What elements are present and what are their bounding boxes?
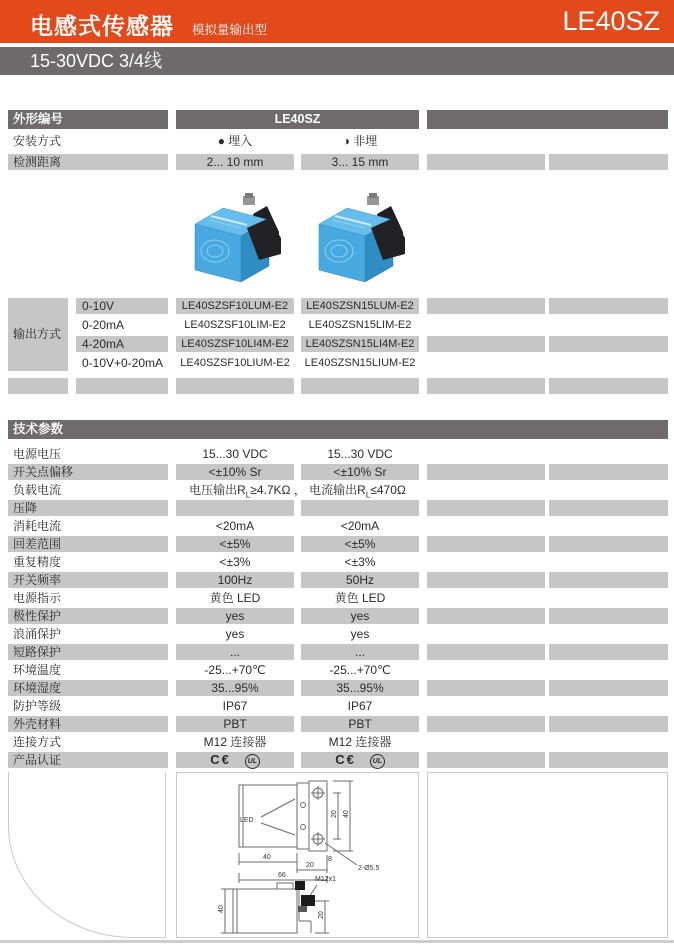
param-label: 浪涌保护: [13, 627, 62, 641]
param-row: [0, 464, 674, 480]
output-row: [0, 317, 674, 333]
distance-row: [0, 154, 674, 170]
spacer-cell: [176, 378, 294, 394]
output-blank: [427, 298, 545, 314]
param-value: <±10% Sr: [301, 464, 419, 480]
output-type: 0-10V: [76, 298, 168, 314]
distance-label: 检测距离: [8, 154, 168, 170]
param-blank: [549, 644, 668, 660]
param-row certification-row: [0, 752, 674, 768]
param-label: 负载电流: [13, 483, 62, 497]
load-current-text: ≤470Ω: [370, 483, 406, 497]
param-label: 电源指示: [13, 591, 62, 605]
param-label: 连接方式: [13, 735, 62, 749]
voltage-bar: 15-30VDC 3/4线: [0, 47, 674, 75]
footer-divider: [0, 940, 674, 943]
param-label: 回差范围: [8, 536, 168, 552]
spacer-cell: [76, 378, 168, 394]
output-blank: [427, 336, 545, 352]
param-label: 电源电压: [13, 447, 62, 461]
header-bar: [0, 0, 674, 43]
param-row: [0, 536, 674, 552]
page-subtitle: 模拟量输出型: [192, 23, 268, 37]
nonflush-mount-icon: ◑: [342, 134, 350, 148]
spacer-cell: [549, 378, 668, 394]
output-row: [0, 298, 674, 314]
param-value: <20mA: [340, 519, 380, 533]
output-type: 0-10V+0-20mA: [82, 356, 164, 370]
dimension-drawing-box: [176, 772, 419, 938]
param-value: M12 连接器: [328, 735, 392, 749]
param-value: 15...30 VDC: [202, 447, 268, 461]
distance-blank: [427, 154, 545, 170]
shape-header-blank: [427, 110, 668, 129]
flush-mount-icon: ●: [217, 134, 225, 148]
model-number: LE40SZSF10LIUM-E2: [180, 357, 290, 369]
param-row: [0, 590, 674, 606]
param-label: 压降: [8, 500, 168, 516]
param-blank: [427, 572, 545, 588]
param-blank: [427, 500, 545, 516]
output-blank: [549, 336, 668, 352]
param-value: 35...95%: [176, 680, 294, 696]
model-number: LE40SZSN15LIM-E2: [308, 319, 412, 331]
param-value: yes: [225, 627, 245, 641]
param-blank: [427, 464, 545, 480]
param-label: 产品认证: [8, 752, 168, 768]
nonflush-mount-text: 非埋: [353, 134, 378, 148]
product-image-flush: [181, 192, 291, 287]
empty-box: [427, 772, 668, 938]
param-blank: [427, 536, 545, 552]
param-label: 短路保护: [8, 644, 168, 660]
param-value: ...: [176, 644, 294, 660]
model-number: LE40SZSF10LUM-E2: [176, 298, 294, 314]
dimension-drawing: [177, 773, 418, 937]
param-value: ...: [301, 644, 419, 660]
param-label: 环境湿度: [8, 680, 168, 696]
param-value: yes: [301, 608, 419, 624]
spacer-cell: [427, 378, 545, 394]
param-label: 开关频率: [8, 572, 168, 588]
param-row: [0, 500, 674, 516]
model-name: LE40SZ: [562, 6, 660, 36]
param-label: 极性保护: [8, 608, 168, 624]
param-row: [0, 698, 674, 714]
shape-section-header: 外形编号: [8, 110, 168, 129]
param-value: <20mA: [215, 519, 255, 533]
mounting-flush: [176, 133, 294, 149]
param-row: [0, 644, 674, 660]
model-number: LE40SZSN15LI4M-E2: [301, 336, 419, 352]
param-value: 35...95%: [301, 680, 419, 696]
param-row: [0, 734, 674, 750]
param-value: [176, 500, 294, 516]
param-value: M12 连接器: [203, 735, 267, 749]
mounting-nonflush: [301, 133, 419, 149]
param-value: <±5%: [301, 536, 419, 552]
param-blank: [427, 716, 545, 732]
param-value: 15...30 VDC: [327, 447, 393, 461]
drawing-dim: 20: [306, 862, 314, 869]
param-value: IP67: [347, 699, 373, 713]
param-label: 开关点偏移: [8, 464, 168, 480]
param-value-span: [176, 482, 419, 498]
param-row: [0, 554, 674, 570]
param-value: <±5%: [176, 536, 294, 552]
ul-mark-icon: UL: [245, 754, 260, 769]
param-blank: [427, 680, 545, 696]
drawing-dim: 20: [331, 810, 338, 818]
flush-mount-text: 埋入: [228, 134, 253, 148]
certification-marks: [176, 752, 294, 768]
param-row: [0, 716, 674, 732]
param-label: 消耗电流: [13, 519, 62, 533]
tech-section-header: 技术参数: [8, 420, 668, 439]
param-label: 外壳材料: [8, 716, 168, 732]
param-label: 防护等级: [13, 699, 62, 713]
output-type: 4-20mA: [76, 336, 168, 352]
param-value: -25...+70℃: [204, 663, 266, 677]
param-value: 黄色 LED: [334, 591, 386, 605]
drawing-led-label: LED: [240, 817, 254, 824]
param-blank: [427, 752, 545, 768]
ce-mark-icon: C€: [210, 752, 231, 767]
param-row: [0, 446, 674, 462]
mounting-label: 安装方式: [13, 134, 62, 148]
param-label: 环境温度: [13, 663, 62, 677]
output-row: [0, 355, 674, 371]
load-current-text: ≥4.7KΩ ， 电流输出R: [250, 483, 366, 497]
param-row: [0, 680, 674, 696]
load-current-text: 电压输出R: [189, 483, 246, 497]
param-row: [0, 518, 674, 534]
model-number: LE40SZSN15LIUM-E2: [304, 357, 416, 369]
drawing-dim: 8: [328, 856, 332, 863]
load-current-sub: L: [365, 490, 371, 500]
output-section-label: 输出方式: [8, 298, 68, 371]
certification-marks: [301, 752, 419, 768]
load-current-sub: L: [245, 490, 251, 500]
param-value: 黄色 LED: [209, 591, 261, 605]
param-value: <±3%: [219, 555, 251, 569]
output-row: [0, 336, 674, 352]
ul-mark-icon: UL: [370, 754, 385, 769]
mounting-row: [0, 133, 674, 149]
param-blank: [549, 572, 668, 588]
param-blank: [549, 680, 668, 696]
param-value: 50Hz: [301, 572, 419, 588]
page-title: 电感式传感器: [30, 13, 174, 39]
param-value: PBT: [301, 716, 419, 732]
param-value: [301, 500, 419, 516]
param-blank: [549, 464, 668, 480]
drawing-dim: 40: [263, 854, 271, 861]
param-row: [0, 482, 674, 498]
param-label: 重复精度: [13, 555, 62, 569]
param-blank: [427, 644, 545, 660]
output-type: 0-20mA: [82, 318, 125, 332]
param-row: [0, 608, 674, 624]
param-value: PBT: [176, 716, 294, 732]
param-blank: [549, 716, 668, 732]
param-value: <±10% Sr: [176, 464, 294, 480]
spacer-cell: [8, 378, 68, 394]
model-number: LE40SZSF10LIM-E2: [184, 319, 286, 331]
spacer-cell: [301, 378, 419, 394]
model-number: LE40SZSF10LI4M-E2: [176, 336, 294, 352]
param-value: IP67: [222, 699, 248, 713]
decorative-curve-box: [8, 772, 166, 938]
output-blank: [549, 298, 668, 314]
distance-value-flush: 2... 10 mm: [176, 154, 294, 170]
param-blank: [549, 752, 668, 768]
drawing-dim: 2-Ø5.5: [358, 865, 380, 872]
param-value: -25...+70℃: [329, 663, 391, 677]
ce-mark-icon: C€: [335, 752, 356, 767]
param-value: 100Hz: [176, 572, 294, 588]
param-blank: [427, 608, 545, 624]
param-blank: [549, 536, 668, 552]
drawing-dim: 40: [218, 905, 225, 913]
param-row: [0, 572, 674, 588]
drawing-dim: 40: [343, 810, 350, 818]
model-number: LE40SZSN15LUM-E2: [301, 298, 419, 314]
distance-blank: [549, 154, 668, 170]
param-blank: [549, 608, 668, 624]
param-value: <±3%: [344, 555, 376, 569]
param-row: [0, 662, 674, 678]
drawing-thread-label: M12x1: [315, 876, 337, 883]
param-value: yes: [176, 608, 294, 624]
product-image-nonflush: [305, 192, 415, 287]
drawing-dim: 20: [318, 911, 325, 919]
shape-model-header: LE40SZ: [176, 110, 419, 129]
spacer-row: [0, 378, 674, 394]
drawing-dim: 66: [278, 872, 286, 879]
param-value: yes: [350, 627, 370, 641]
param-row: [0, 626, 674, 642]
param-blank: [549, 500, 668, 516]
distance-value-nonflush: 3... 15 mm: [301, 154, 419, 170]
